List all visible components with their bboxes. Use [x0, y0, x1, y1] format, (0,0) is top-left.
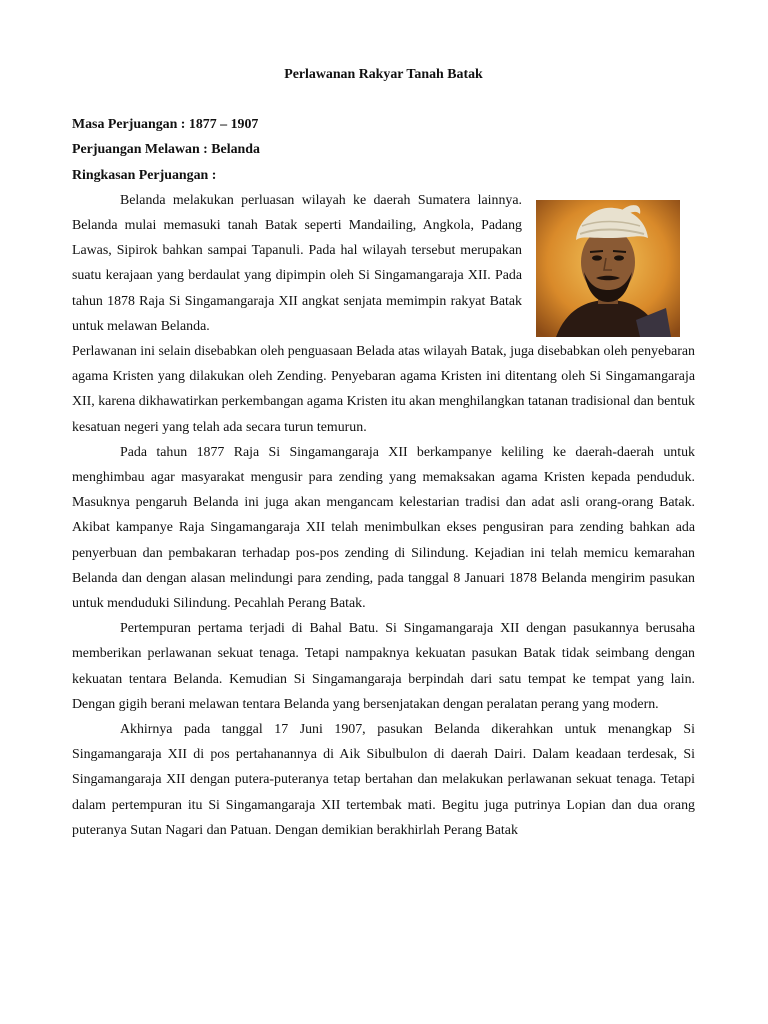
- document-page: [72, 62, 695, 843]
- document-title: Perlawanan Rakyar Tanah Batak: [284, 67, 483, 82]
- intro-paragraph: Belanda melakukan perluasan wilayah ke daerah Sumatera lainnya. Belanda mulai memasuki tanah Batak seperti Mandailing, Angkola, Padang Lawas, Sipirok bahkan sampai Tapanuli. Pada hal wilayah tersebut merupakan suatu kerajaan yang berdaulat yang dipimpin oleh Si Singamangaraja XII. Pada tahun 1878 Raja Si Singamangaraja XII angkat senjata memimpin rakyat Batak untuk melawan Belanda.: [72, 192, 522, 334]
- paragraph-4: Pertempuran pertama terjadi di Bahal Batu. Si Singamangaraja XII dengan pasukannya berusaha memberikan perlawanan sekuat tenaga. Tetapi nampaknya kekuatan pasukan Batak tidak seimbang dengan kekuatan tentara Belanda. Kemudian Si Singamangaraja berpindah dari satu tempat ke tempat yang lain. Dengan gigih berani melawan tentara Belanda yang bersenjatakan dengan peralatan perang yang modern.: [72, 621, 695, 712]
- ringkasan-heading: Ringkasan Perjuangan :: [72, 167, 217, 183]
- paragraph-5: Akhirnya pada tanggal 17 Juni 1907, pasukan Belanda dikerahkan untuk menangkap Si Singamangaraja XII di pos pertahanannya di Aik Sibulbulon di daerah Dairi. Dalam keadaan terdesak, Si Singamangaraja XII dengan putera-puteranya tetap bertahan dan melakukan perlawanan sekuat tenaga. Tetapi dalam pertempuran itu Si Singamangaraja XII tertembak mati. Begitu juga putrinya Lopian dan dua orang puteranya Sutan Nagari dan Patuan. Dengan demikian berakhirlah Perang Batak: [72, 722, 695, 838]
- paragraph-2: Perlawanan ini selain disebabkan oleh penguasaan Belada atas wilayah Batak, juga disebabkan oleh penyebaran agama Kristen yang dilakukan oleh Zending. Penyebaran agama Kristen ini ditentang oleh Si Singamangaraja XII, karena dikhawatirkan perkembangan agama Kristen itu akan menghilangkan tatanan tradisional dan bentuk kesatuan negeri yang telah ada secara turun temurun.: [72, 344, 695, 435]
- portrait-image: [536, 200, 680, 337]
- perjuangan-melawan: Perjuangan Melawan : Belanda: [72, 142, 260, 158]
- masa-perjuangan: Masa Perjuangan : 1877 – 1907: [72, 117, 259, 133]
- paragraph-3: Pada tahun 1877 Raja Si Singamangaraja XII berkampanye keliling ke daerah-daerah untuk menghimbau agar masyarakat mengusir para zending yang memaksakan agama Kristen kepada penduduk. Masuknya pengaruh Belanda ini juga akan mengancam kelestarian tradisi dan adat asli orang-orang Batak. Akibat kampanye Raja Singamangaraja XII telah menimbulkan ekses pengusiran para zending bahkan ada penyerbuan dan pembakaran terhadap pos-pos zending di Silindung. Kejadian ini telah memicu kemarahan Belanda dan dengan alasan melindungi para zending, pada tanggal 8 Januari 1878 Belanda mengirim pasukan untuk menduduki Silindung. Pecahlah Perang Batak.: [72, 444, 695, 612]
